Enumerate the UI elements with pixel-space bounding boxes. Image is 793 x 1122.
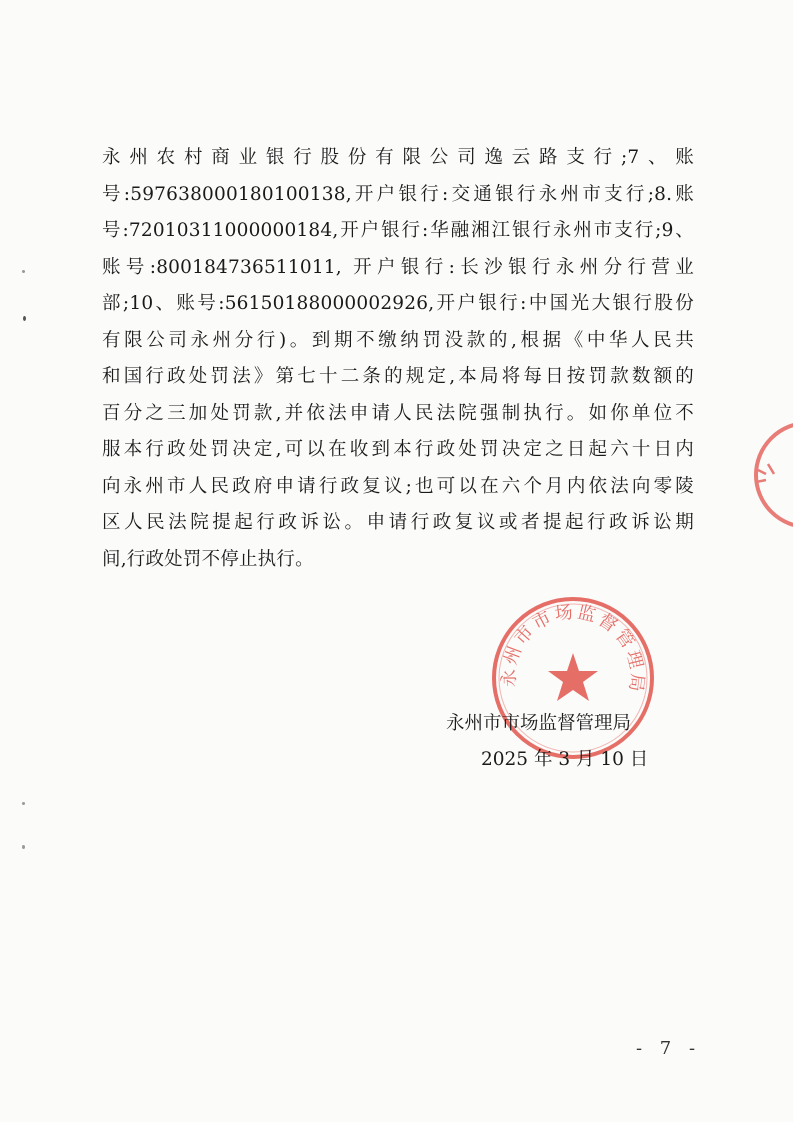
scan-speck — [22, 845, 25, 849]
body-line: 永州农村商业银行股份有限公司逸云路支行;7、账 — [102, 147, 694, 168]
body-line: 间,行政处罚不停止执行。 — [102, 548, 314, 570]
scan-speck — [23, 316, 26, 321]
body-line: 区人民法院提起行政诉讼。申请行政复议或者提起行政诉讼期 — [102, 512, 694, 533]
scan-speck — [22, 270, 25, 273]
issuing-organization: 永州市市场监督管理局 — [446, 713, 632, 734]
body-line: 账号:800184736511011, 开户银行:长沙银行永州分行营业 — [102, 256, 694, 278]
body-line: 有限公司永州分行)。到期不缴纳罚没款的,根据《中华人民共 — [102, 329, 694, 351]
body-line: 部;10、账号:56150188000002926,开户银行:中国光大银行股份 — [102, 293, 694, 314]
page-number: - 7 - — [636, 1038, 702, 1059]
body-line: 号:597638000180100138,开户银行:交通银行永州市支行;8.账 — [102, 183, 694, 205]
body-line: 向永州市人民政府申请行政复议;也可以在六个月内依法向零陵 — [102, 475, 694, 497]
body-line: 和国行政处罚法》第七十二条的规定,本局将每日按罚款数额的 — [102, 366, 694, 387]
signature-block — [446, 706, 676, 778]
issue-date: 2025 年 3 月 10 日 — [481, 749, 649, 770]
body-line: 百分之三加处罚款,并依法申请人民法院强制执行。如你单位不 — [102, 402, 694, 424]
body-line: 服本行政处罚决定,可以在收到本行政处罚决定之日起六十日内 — [102, 439, 694, 460]
document-body — [102, 140, 694, 578]
scan-speck — [22, 802, 25, 805]
paging-seal-icon — [728, 420, 793, 530]
body-line: 号:72010311000000184,开户银行:华融湘江银行永州市支行;9、 — [102, 220, 694, 241]
seal-text: 永州市市场监督管理局 — [498, 601, 648, 696]
